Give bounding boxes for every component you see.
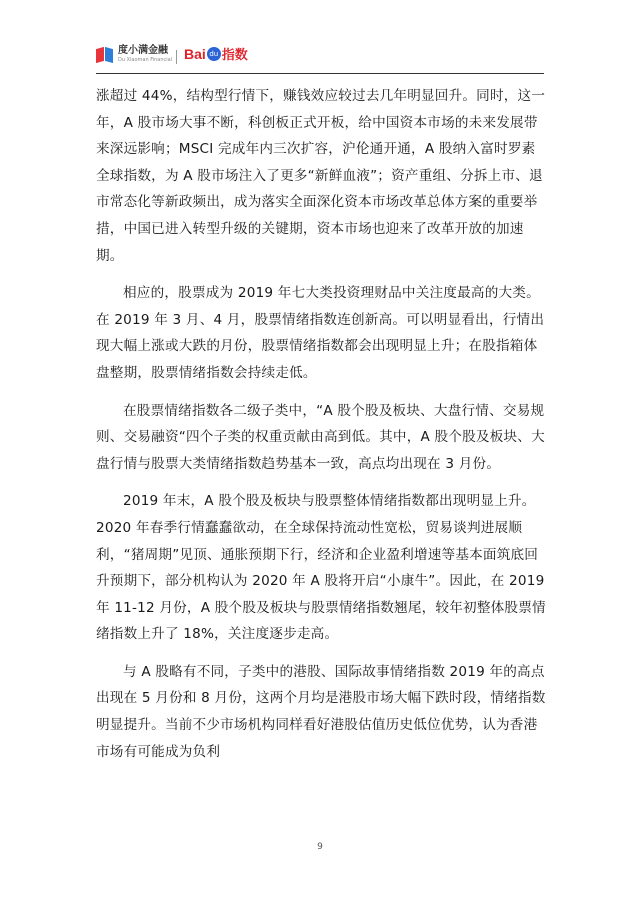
baidu-index-logo [184, 44, 248, 63]
baidu-logo-suffix: 指数 [221, 48, 248, 63]
baidu-paw-icon: du [207, 47, 221, 61]
paragraph: 涨超过 44%，结构型行情下，赚钱效应较过去几年明显回升。同时，这一年，A 股市场大事不断，科创板正式开板，给中国资本市场的未来发展带来深远影响；MSCI 完成年内三次扩容，沪伦通开通，A 股纳入富时罗素全球指数，为 A 股市场注入了更多“新鲜血液”；资产重组、分拆上市、退市常态化等新政频出，成为落实全面深化资本市场改革总体方案的重要举措，中国已进入转型升级的关键期，资本市场也迎来了改革开放的加速期。 [96, 88, 546, 264]
du-logo-cn: 度小满金融 [118, 45, 168, 56]
du-xiaoman-logo [96, 46, 172, 63]
du-logo-en: Du Xiaoman Financial [118, 57, 173, 63]
header-rule [96, 73, 544, 74]
page-number: 9 [317, 842, 323, 852]
document-body [96, 83, 546, 776]
paragraph: 在股票情绪指数各二级子类中，“A 股个股及板块、大盘行情、交易规则、交易融资“四个子类的权重贡献由高到低。其中，A 股个股及板块、大盘行情与股票大类情绪指数趋势基本一致，高点均出现在 3 月份。 [96, 402, 545, 472]
du-xiaoman-icon [96, 47, 114, 63]
paragraph: 2019 年末，A 股个股及板块与股票整体情绪指数都出现明显上升。2020 年春季行情蠢蠢欲动，在全球保持流动性宽松，贸易谈判进展顺利，“猪周期”见顶、通胀预期下行，经济和企业盈利增速等基本面筑底回升预期下，部分机构认为 2020 年 A 股将开启“小康牛”。因此，在 2019 年 11-12 月份，A 股个股及板块与股票情绪指数翘尾，较年初整体股票情绪指数上升了 18%，关注度逐步走高。 [96, 493, 546, 643]
paragraph: 相应的，股票成为 2019 年七大类投资理财品中关注度最高的大类。在 2019 年 3 月、4 月，股票情绪指数连创新高。可以明显看出，行情出现大幅上涨或大跌的月份，股票情绪指数都会出现明显上升；在股指箱体盘整期，股票情绪指数会持续走低。 [96, 285, 545, 381]
baidu-logo-text: Bai [184, 45, 206, 62]
paragraph: 与 A 股略有不同，子类中的港股、国际故事情绪指数 2019 年的高点出现在 5 月份和 8 月份，这两个月均是港股市场大幅下跌时段，情绪指数明显提升。当前不少市场机构同样看好港股估值历史低位优势，认为香港市场有可能成为负利 [96, 663, 546, 760]
logo-divider [176, 50, 177, 64]
page-header [96, 42, 544, 72]
